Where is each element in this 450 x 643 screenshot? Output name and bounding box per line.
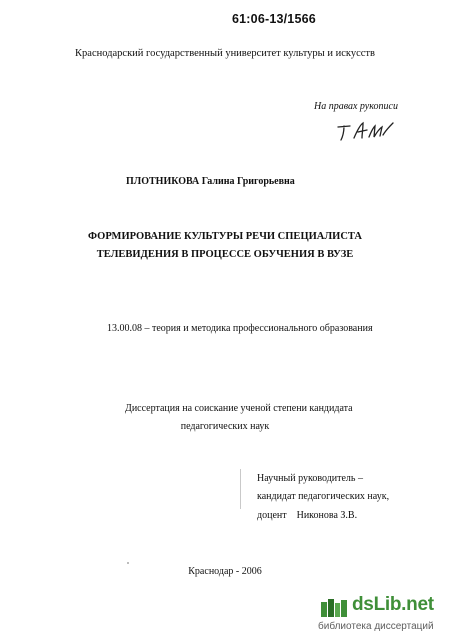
city-year: Краснодар - 2006 [188,566,262,577]
author-name: ПЛОТНИКОВА Галина Григорьевна [126,176,295,187]
supervisor-line-3: доцент Никонова З.В. [257,510,358,521]
supervisor-line-2: кандидат педагогических наук, [257,491,390,502]
specialty-code: 13.00.08 – теория и методика профессионального образования [107,323,373,334]
dslib-watermark-logo [298,594,448,640]
degree-statement-line-1: Диссертация на соискание ученой степени кандидата [125,403,353,414]
rights-note: На правах рукописи [314,101,398,112]
supervisor-line-1: Научный руководитель – [257,473,363,484]
margin-mark [240,469,243,509]
handwritten-signature [336,113,396,143]
scan-speck [127,562,129,564]
degree-statement-line-2: педагогических наук [180,421,270,432]
books-icon [320,597,348,619]
archive-code: 61:06-13/1566 [232,12,316,26]
university-name: Краснодарский государственный университет культуры и искусств [75,48,375,59]
watermark-brand: dsLib.net [352,594,434,615]
dissertation-title-line-1: ФОРМИРОВАНИЕ КУЛЬТУРЫ РЕЧИ СПЕЦИАЛИСТА [88,231,362,242]
watermark-subtitle: библиотека диссертаций [318,621,434,632]
dissertation-title-line-2: ТЕЛЕВИДЕНИЯ В ПРОЦЕССЕ ОБУЧЕНИЯ В ВУЗЕ [96,249,354,260]
